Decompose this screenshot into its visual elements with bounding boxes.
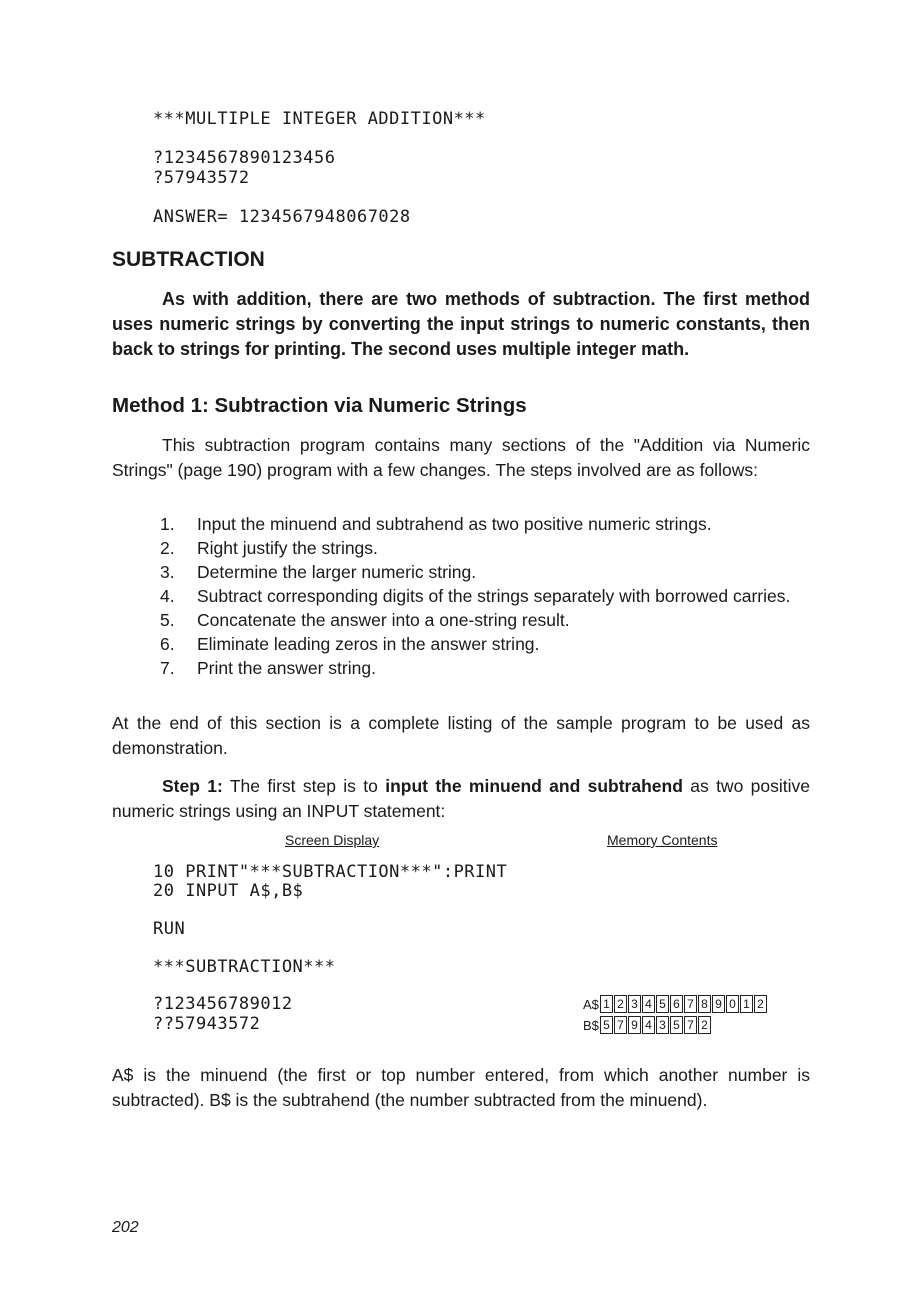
step-text: Determine the larger numeric string.	[197, 562, 477, 582]
code-line-answer: ANSWER= 1234567948067028	[153, 207, 411, 227]
method-paragraph: This subtraction program contains many sections of the "Addition via Numeric Strings" (page 190) program with a few changes. The steps involved are as follows:	[112, 435, 810, 480]
memory-cell: 4	[642, 1016, 655, 1034]
memory-cell: 5	[670, 1016, 683, 1034]
memory-cell: 5	[656, 995, 669, 1013]
list-item	[160, 608, 810, 632]
step-text: Print the answer string.	[197, 658, 376, 678]
step-text: Input the minuend and subtrahend as two positive numeric strings.	[197, 514, 712, 534]
code-line-input-1: ?1234567890123456	[153, 148, 336, 168]
method-heading: Method 1: Subtraction via Numeric Strings	[112, 394, 527, 417]
memory-cell: 9	[628, 1016, 641, 1034]
step1-bold-text: input the minuend and subtrahend	[385, 776, 683, 796]
section-heading: SUBTRACTION	[112, 248, 265, 271]
end-paragraph: At the end of this section is a complete listing of the sample program to be used as demonstration.	[112, 713, 810, 758]
memory-cell: 0	[726, 995, 739, 1013]
screen-display-header: Screen Display	[285, 832, 380, 848]
step-number: 7.	[160, 658, 175, 678]
code-line-input-2: ?57943572	[153, 168, 250, 188]
memory-row-b	[583, 1016, 712, 1034]
list-item	[160, 536, 810, 560]
code-line-subtrahend: ??57943572	[153, 1014, 261, 1034]
list-item	[160, 584, 810, 608]
memory-row-a	[583, 995, 768, 1013]
step-number: 4.	[160, 586, 175, 606]
steps-list	[160, 512, 810, 680]
intro-paragraph: As with addition, there are two methods of subtraction. The first method uses numeric strings by converting the input strings to numeric constants, then back to strings for printing. The second uses multiple integer math.	[112, 289, 810, 359]
step1-text-before: The first step is to	[222, 776, 386, 796]
memory-label-a: A$	[583, 996, 599, 1012]
memory-cell: 2	[698, 1016, 711, 1034]
memory-cell: 3	[628, 995, 641, 1013]
memory-contents-header: Memory Contents	[607, 832, 718, 848]
memory-cell: 9	[712, 995, 725, 1013]
memory-cell: 1	[740, 995, 753, 1013]
memory-cell: 7	[614, 1016, 627, 1034]
step-number: 6.	[160, 634, 175, 654]
memory-cell: 2	[754, 995, 767, 1013]
closing-paragraph: A$ is the minuend (the first or top number entered, from which another number is subtracted). B$ is the subtrahend (the number subtracted from the minuend).	[112, 1065, 810, 1110]
memory-cell: 2	[614, 995, 627, 1013]
page-number: 202	[112, 1219, 139, 1236]
step-text: Subtract corresponding digits of the strings separately with borrowed carries.	[197, 586, 791, 606]
memory-cell: 5	[600, 1016, 613, 1034]
step-number: 5.	[160, 610, 175, 630]
list-item	[160, 632, 810, 656]
step-number: 1.	[160, 514, 175, 534]
memory-cell: 7	[684, 1016, 697, 1034]
code-line-print: 10 PRINT"***SUBTRACTION***":PRINT	[153, 862, 508, 882]
memory-label-b: B$	[583, 1017, 599, 1033]
memory-cell: 1	[600, 995, 613, 1013]
code-line-run: RUN	[153, 919, 186, 939]
list-item	[160, 656, 810, 680]
step-text: Eliminate leading zeros in the answer string.	[197, 634, 540, 654]
step-number: 3.	[160, 562, 175, 582]
memory-cell: 4	[642, 995, 655, 1013]
memory-cell: 3	[656, 1016, 669, 1034]
memory-cell: 7	[684, 995, 697, 1013]
memory-cell: 8	[698, 995, 711, 1013]
code-line-minuend: ?123456789012	[153, 994, 293, 1014]
step-text: Right justify the strings.	[197, 538, 378, 558]
step1-paragraph	[112, 774, 810, 824]
memory-cell: 6	[670, 995, 683, 1013]
step-number: 2.	[160, 538, 175, 558]
step-text: Concatenate the answer into a one-string result.	[197, 610, 570, 630]
code-line-input: 20 INPUT A$,B$	[153, 881, 304, 901]
code-line-banner: ***SUBTRACTION***	[153, 957, 336, 977]
list-item	[160, 560, 810, 584]
step1-text-after: as two positive numeric strings using an INPUT statement:	[112, 776, 810, 821]
list-item	[160, 512, 810, 536]
code-line-title: ***MULTIPLE INTEGER ADDITION***	[153, 109, 486, 129]
step1-label: Step 1:	[162, 776, 223, 796]
